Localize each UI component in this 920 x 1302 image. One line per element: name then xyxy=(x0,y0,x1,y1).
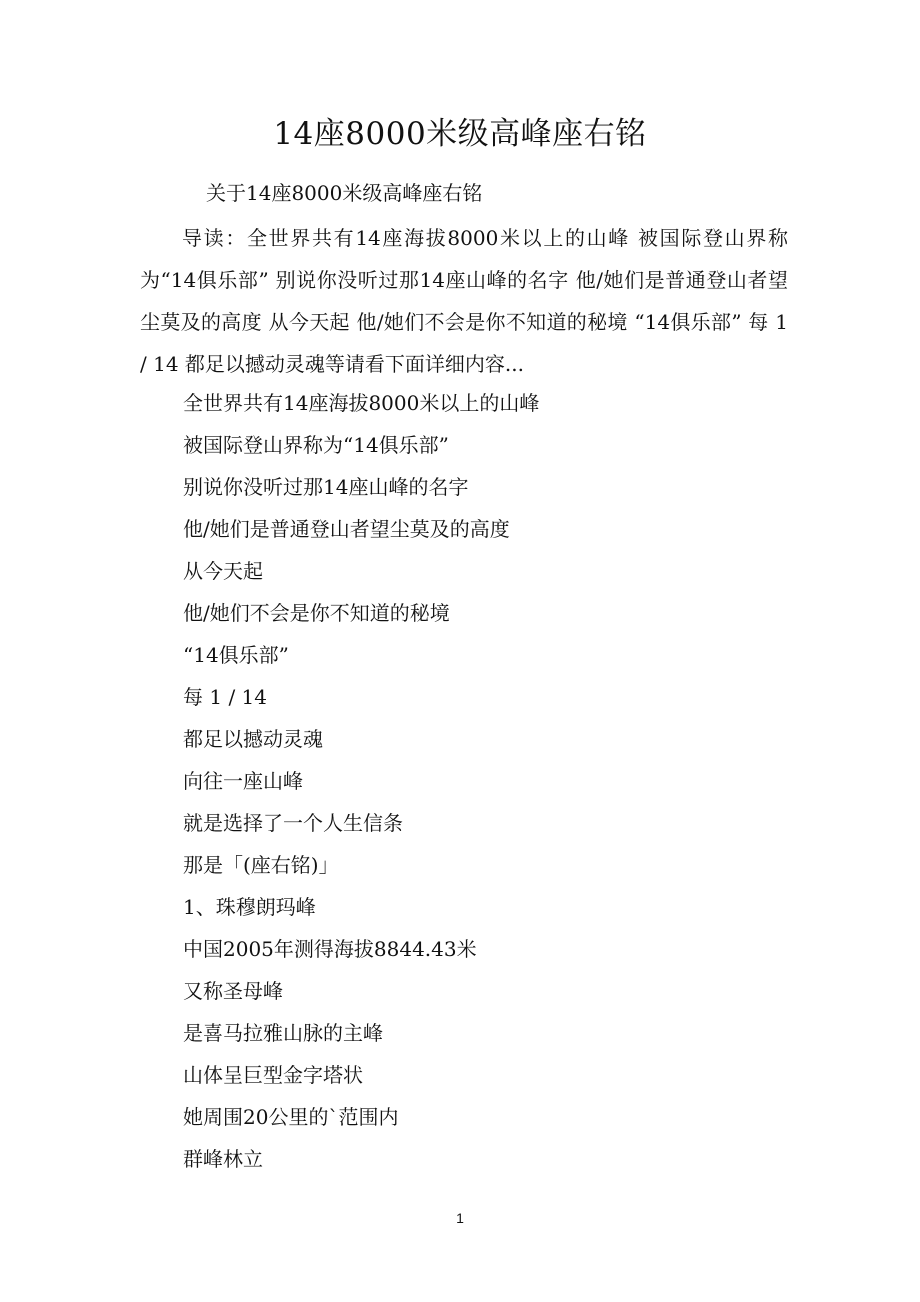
text-line: 从今天起 xyxy=(183,559,263,583)
text-line: 他/她们是普通登山者望尘莫及的高度 xyxy=(183,517,510,541)
text-line: 就是选择了一个人生信条 xyxy=(183,811,403,835)
text-line: 是喜马拉雅山脉的主峰 xyxy=(183,1021,383,1045)
text-lines xyxy=(183,382,539,1180)
text-line: 每 1 / 14 xyxy=(183,685,267,709)
document-title: 14座8000米级高峰座右铭 xyxy=(273,116,647,152)
text-line: 山体呈巨型金字塔状 xyxy=(183,1063,363,1087)
text-line: 全世界共有14座海拔8000米以上的山峰 xyxy=(183,391,540,415)
page-number: 1 xyxy=(456,1210,464,1226)
text-line: 她周围20公里的`范围内 xyxy=(183,1105,399,1129)
intro-paragraph: 导读：全世界共有14座海拔8000米以上的山峰 被国际登山界称为“14俱乐部” 别说你没听过那14座山峰的名字 他/她们是普通登山者望尘莫及的高度 从今天起 他/她们不会是你不知道的秘境 “14俱乐部” 每 1 / 14 都足以撼动灵魂等请看下面详细内容... xyxy=(140,226,788,376)
text-line: 又称圣母峰 xyxy=(183,979,283,1003)
document-subtitle: 关于14座8000米级高峰座右铭 xyxy=(206,181,483,205)
text-line: 别说你没听过那14座山峰的名字 xyxy=(183,475,469,499)
text-line: 都足以撼动灵魂 xyxy=(183,727,323,751)
text-line: “14俱乐部” xyxy=(183,643,289,667)
text-line: 1、珠穆朗玛峰 xyxy=(183,895,316,919)
text-line: 向往一座山峰 xyxy=(183,769,303,793)
text-line: 被国际登山界称为“14俱乐部” xyxy=(183,433,449,457)
text-line: 群峰林立 xyxy=(183,1147,263,1171)
text-line: 中国2005年测得海拔8844.43米 xyxy=(183,937,477,961)
text-line: 那是「(座右铭)」 xyxy=(183,853,339,877)
text-line: 他/她们不会是你不知道的秘境 xyxy=(183,601,450,625)
